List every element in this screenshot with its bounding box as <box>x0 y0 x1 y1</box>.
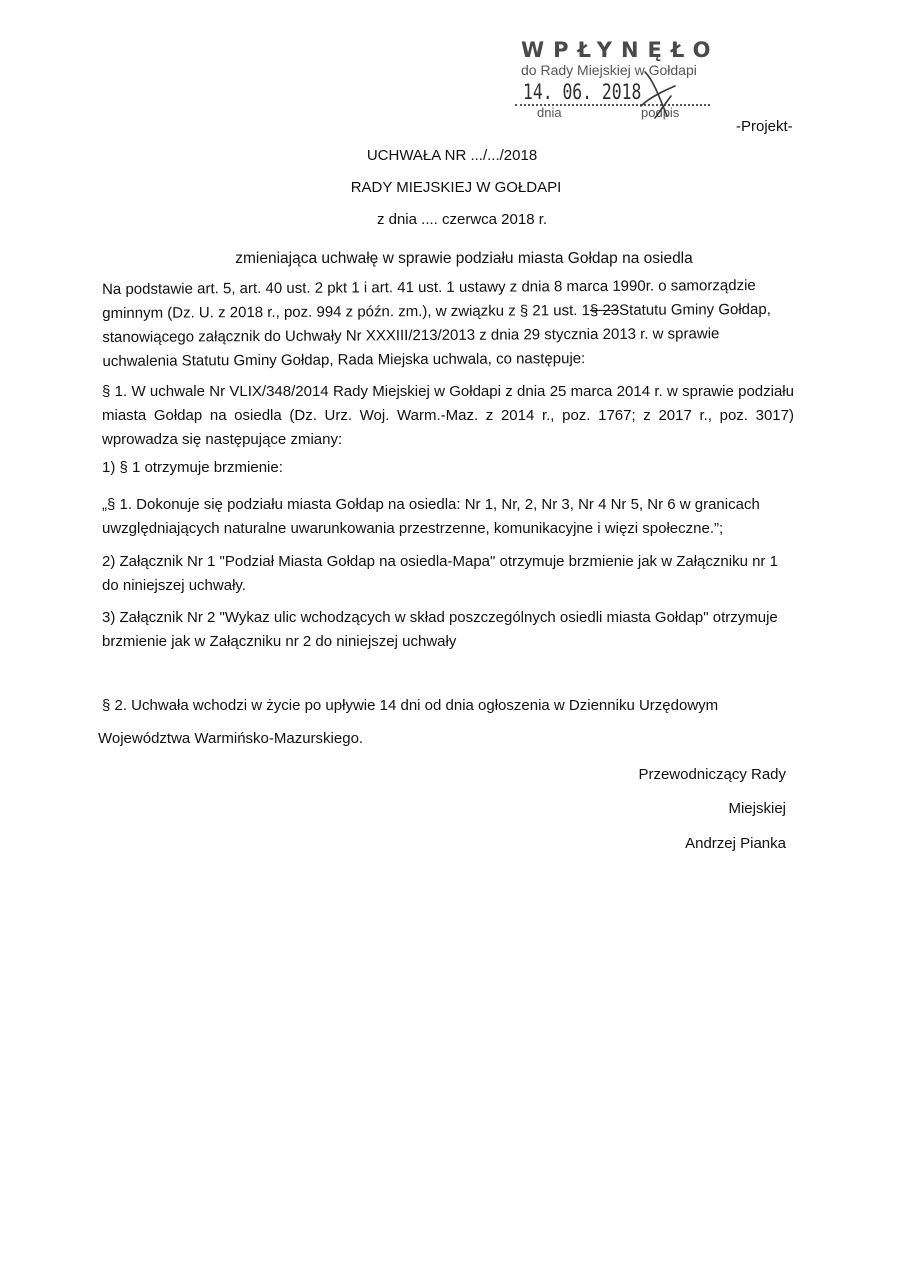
handwritten-signature <box>635 66 681 124</box>
stamp-signature-label: podpis <box>641 105 680 120</box>
item-1-text: „§ 1. Dokonuje się podziału miasta Gołdap na osiedla: Nr 1, Nr, 2, Nr 3, Nr 4 Nr 5, Nr 6 w granicach uwzględniających naturalne uwarunkowania przestrzenne, komunikacyjne i więzi społeczne.”; <box>102 496 760 537</box>
item-2-text: 2) Załącznik Nr 1 "Podział Miasta Gołdap na osiedla-Mapa" otrzymuje brzmienie jak w Załączniku nr 1 do niniejszej uchwały. <box>102 553 778 594</box>
resolution-subject: zmieniająca uchwałę w sprawie podziału miasta Gołdap na osiedla <box>235 250 693 267</box>
stamp-subtitle: do Rady Miejskiej w Gołdapi <box>521 62 697 78</box>
resolution-number: UCHWAŁA NR .../.../2018 <box>366 147 538 164</box>
signatory-name: Andrzej Pianka <box>685 835 786 852</box>
legal-basis-paragraph <box>102 274 795 374</box>
legal-basis-struck: § 23 <box>589 301 620 320</box>
draft-label: -Projekt- <box>736 118 793 135</box>
section-2-line-1: § 2. Uchwała wchodzi w życie po upływie 14 dni od dnia ogłoszenia w Dzienniku Urzędowym <box>102 697 719 714</box>
section-2-line-2: Województwa Warmińsko-Mazurskiego. <box>98 730 364 747</box>
legal-basis-after: Statutu Gminy Gołdap, stanowiącego załącznik do Uchwały Nr XXXIII/213/2013 z dnia 29 stycznia 2013 r. w sprawie uchwalenia Statutu Gminy Gołdap, Rada Miejska uchwala, co następuje: <box>102 300 771 370</box>
stamp-date: 14. 06. 2018 <box>523 80 642 104</box>
signatory-title-line-1: Przewodniczący Rady <box>638 766 786 783</box>
signatory-title-line-2: Miejskiej <box>728 800 786 817</box>
received-stamp <box>515 38 720 128</box>
stamp-title: WPŁYNĘŁO <box>521 38 720 62</box>
stamp-date-label: dnia <box>537 105 562 120</box>
item-1-intro: 1) § 1 otrzymuje brzmienie: <box>102 459 283 476</box>
resolution-date: z dnia .... czerwca 2018 r. <box>376 211 548 228</box>
legal-basis-before: Na podstawie art. 5, art. 40 ust. 2 pkt 1 i art. 41 ust. 1 ustawy z dnia 8 marca 1990r. o samorządzie gminnym (Dz. U. z 2018 r., poz. 994 z późn. zm.), w związku z § 21 ust. 1 <box>102 277 756 322</box>
section-1-paragraph: § 1. W uchwale Nr VLIX/348/2014 Rady Miejskiej w Gołdapi z dnia 25 marca 2014 r. w sprawie podziału miasta Gołdap na osiedla (Dz. Urz. Woj. Warm.-Maz. z 2014 r., poz. 1767; z 2017 r., poz. 3017) wprowadza się następujące zmiany: <box>102 383 794 448</box>
item-3-text: 3) Załącznik Nr 2 "Wykaz ulic wchodzących w skład poszczególnych osiedli miasta Gołdap" otrzymuje brzmienie jak w Załączniku nr 2 do niniejszej uchwały <box>102 609 778 650</box>
council-name: RADY MIEJSKIEJ W GOŁDAPI <box>350 179 562 196</box>
